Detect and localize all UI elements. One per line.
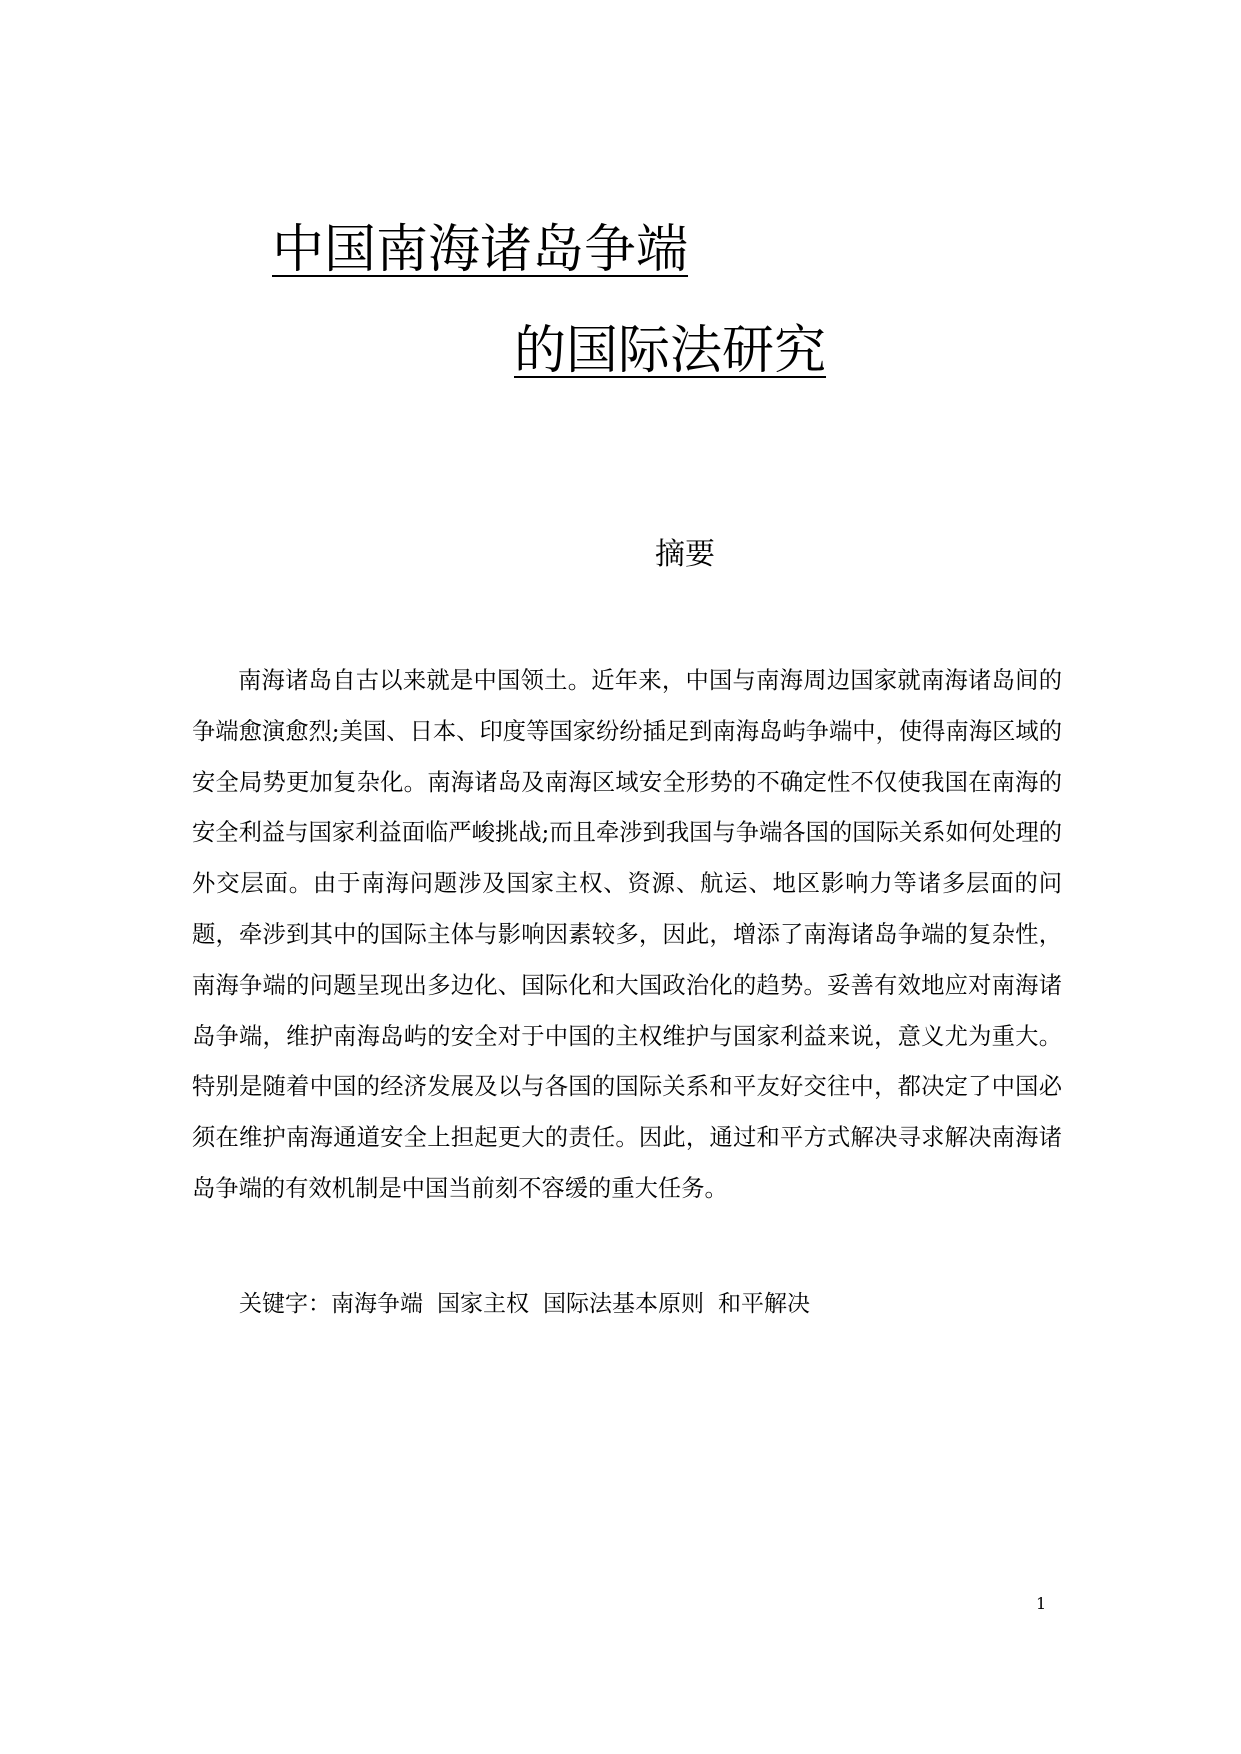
abstract-body: 南海诸岛自古以来就是中国领土。近年来，中国与南海周边国家就南海诸岛间的争端愈演愈烈;美国、日本、印度等国家纷纷插足到南海岛屿争端中，使得南海区域的安全局势更加复杂化。南海诸岛及南海区域安全形势的不确定性不仅使我国在南海的安全利益与国家利益面临严峻挑战;而且牵涉到我国与争端各国的国际关系如何处理的外交层面。由于南海问题涉及国家主权、资源、航运、地区影响力等诸多层面的问题，牵涉到其中的国际主体与影响因素较多，因此，增添了南海诸岛争端的复杂性，南海争端的问题呈现出多边化、国际化和大国政治化的趋势。妥善有效地应对南海诸岛争端，维护南海岛屿的安全对于中国的主权维护与国家利益来说，意义尤为重大。特别是随着中国的经济发展及以与各国的国际关系和平友好交往中，都决定了中国必须在维护南海通道安全上担起更大的责任。因此，通过和平方式解决寻求解决南海诸岛争端的有效机制是中国当前刻不容缓的重大任务。 <box>192 667 1062 1202</box>
keyword-item: 国家主权 <box>437 1291 529 1317</box>
title-line-2 <box>432 321 827 381</box>
title-text-2: 的国际法研究 <box>514 321 827 381</box>
keywords-label: 关键字： <box>239 1291 331 1317</box>
keyword-item: 国际法基本原则 <box>543 1291 704 1317</box>
abstract-heading: 摘要 <box>655 537 715 572</box>
title-text-1: 中国南海诸岛争端 <box>272 220 689 280</box>
keywords-line <box>239 1290 824 1320</box>
keyword-item: 南海争端 <box>331 1291 423 1317</box>
title-line-1 <box>216 220 689 280</box>
keyword-item: 和平解决 <box>718 1291 810 1317</box>
page-number: 1 <box>1036 1594 1047 1613</box>
